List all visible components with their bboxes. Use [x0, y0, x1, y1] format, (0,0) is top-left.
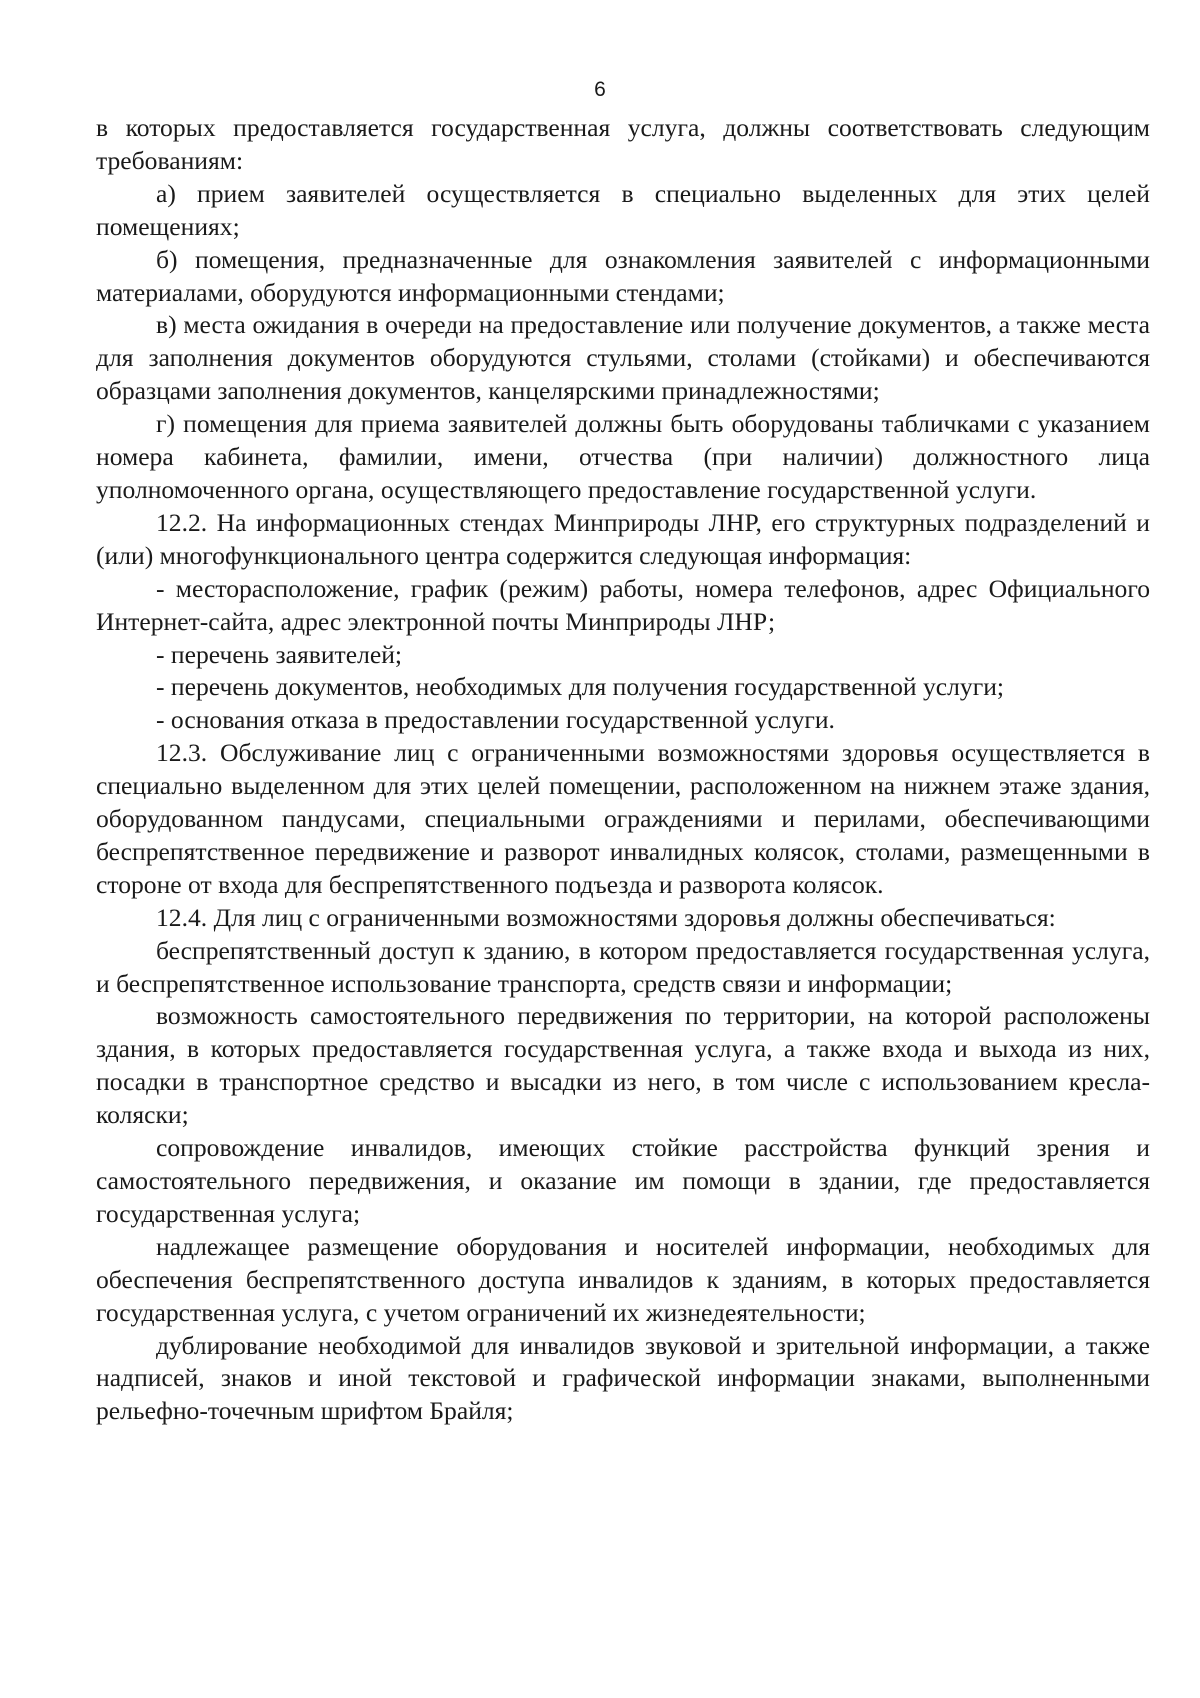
list-item-applicants: - перечень заявителей; — [156, 639, 403, 669]
document-body — [96, 112, 1150, 1428]
paragraph-braille-duplication: дублирование необходимой для инвалидов звуковой и зрительной информации, а также надписей, знаков и иной текстовой и графической информации знаками, выполненными рельефно-точечным шрифтом Брайля; — [96, 1330, 1150, 1426]
paragraph-12-3: 12.3. Обслуживание лиц с ограниченными возможностями здоровья осуществляется в специально выделенном для этих целей помещении, расположенном на нижнем этаже здания, оборудованном пандусами, специальными ограждениями и перилами, обеспечивающими беспрепятственное передвижение и разворот инвалидных колясок, столами, размещенными в стороне от входа для беспрепятственного подъезда и разворота колясок. — [96, 738, 1150, 899]
paragraph-12-4: 12.4. Для лиц с ограниченными возможностями здоровья должны обеспечиваться: — [156, 902, 1056, 932]
paragraph-access-building: беспрепятственный доступ к зданию, в котором предоставляется государственная услуга, и беспрепятственное использование транспорта, средств связи и информации; — [96, 935, 1150, 998]
paragraph-equipment-placement: надлежащее размещение оборудования и носителей информации, необходимых для обеспечения беспрепятственного доступа инвалидов к зданиям, в которых предоставляется государственная услуга, с учетом ограничений их жизнедеятельности; — [96, 1231, 1150, 1327]
paragraph-escort: сопровождение инвалидов, имеющих стойкие расстройства функций зрения и самостоятельного передвижения, и оказание им помощи в здании, где предоставляется государственная услуга; — [96, 1133, 1150, 1228]
list-item-location: - месторасположение, график (режим) работы, номера телефонов, адрес Официального Интернет-сайта, адрес электронной почты Минприроды ЛНР; — [96, 573, 1150, 636]
paragraph-12-2: 12.2. На информационных стендах Минприроды ЛНР, его структурных подразделений и (или) многофункционального центра содержится следующая информация: — [96, 507, 1150, 570]
paragraph-item-g: г) помещения для приема заявителей должны быть оборудованы табличками с указанием номера кабинета, фамилии, имени, отчества (при наличии) должностного лица уполномоченного органа, осуществляющего предоставление государственной услуги. — [96, 409, 1150, 504]
paragraph-item-v: в) места ожидания в очереди на предоставление или получение документов, а также места для заполнения документов оборудуются стульями, столами (стойками) и обеспечиваются образцами заполнения документов, канцелярскими принадлежностями; — [96, 310, 1150, 406]
page-number: 6 — [594, 78, 606, 101]
list-item-refusal-grounds: - основания отказа в предоставлении государственной услуги. — [156, 705, 835, 735]
paragraph-item-b: б) помещения, предназначенные для ознакомления заявителей с информационными материалами, оборудуются информационными стендами; — [96, 244, 1150, 307]
paragraph-item-a: а) прием заявителей осуществляется в специально выделенных для этих целей помещениях; — [96, 178, 1150, 241]
paragraph-continuation: в которых предоставляется государственная услуга, должны соответствовать следующим требованиям: — [96, 113, 1150, 175]
list-item-documents: - перечень документов, необходимых для получения государственной услуги; — [156, 672, 1005, 702]
paragraph-independent-movement: возможность самостоятельного передвижения по территории, на которой расположены здания, в которых предоставляется государственная услуга, а также входа и выхода из них, посадки в транспортное средство и высадки из него, в том числе с использованием кресла-коляски; — [96, 1001, 1150, 1130]
